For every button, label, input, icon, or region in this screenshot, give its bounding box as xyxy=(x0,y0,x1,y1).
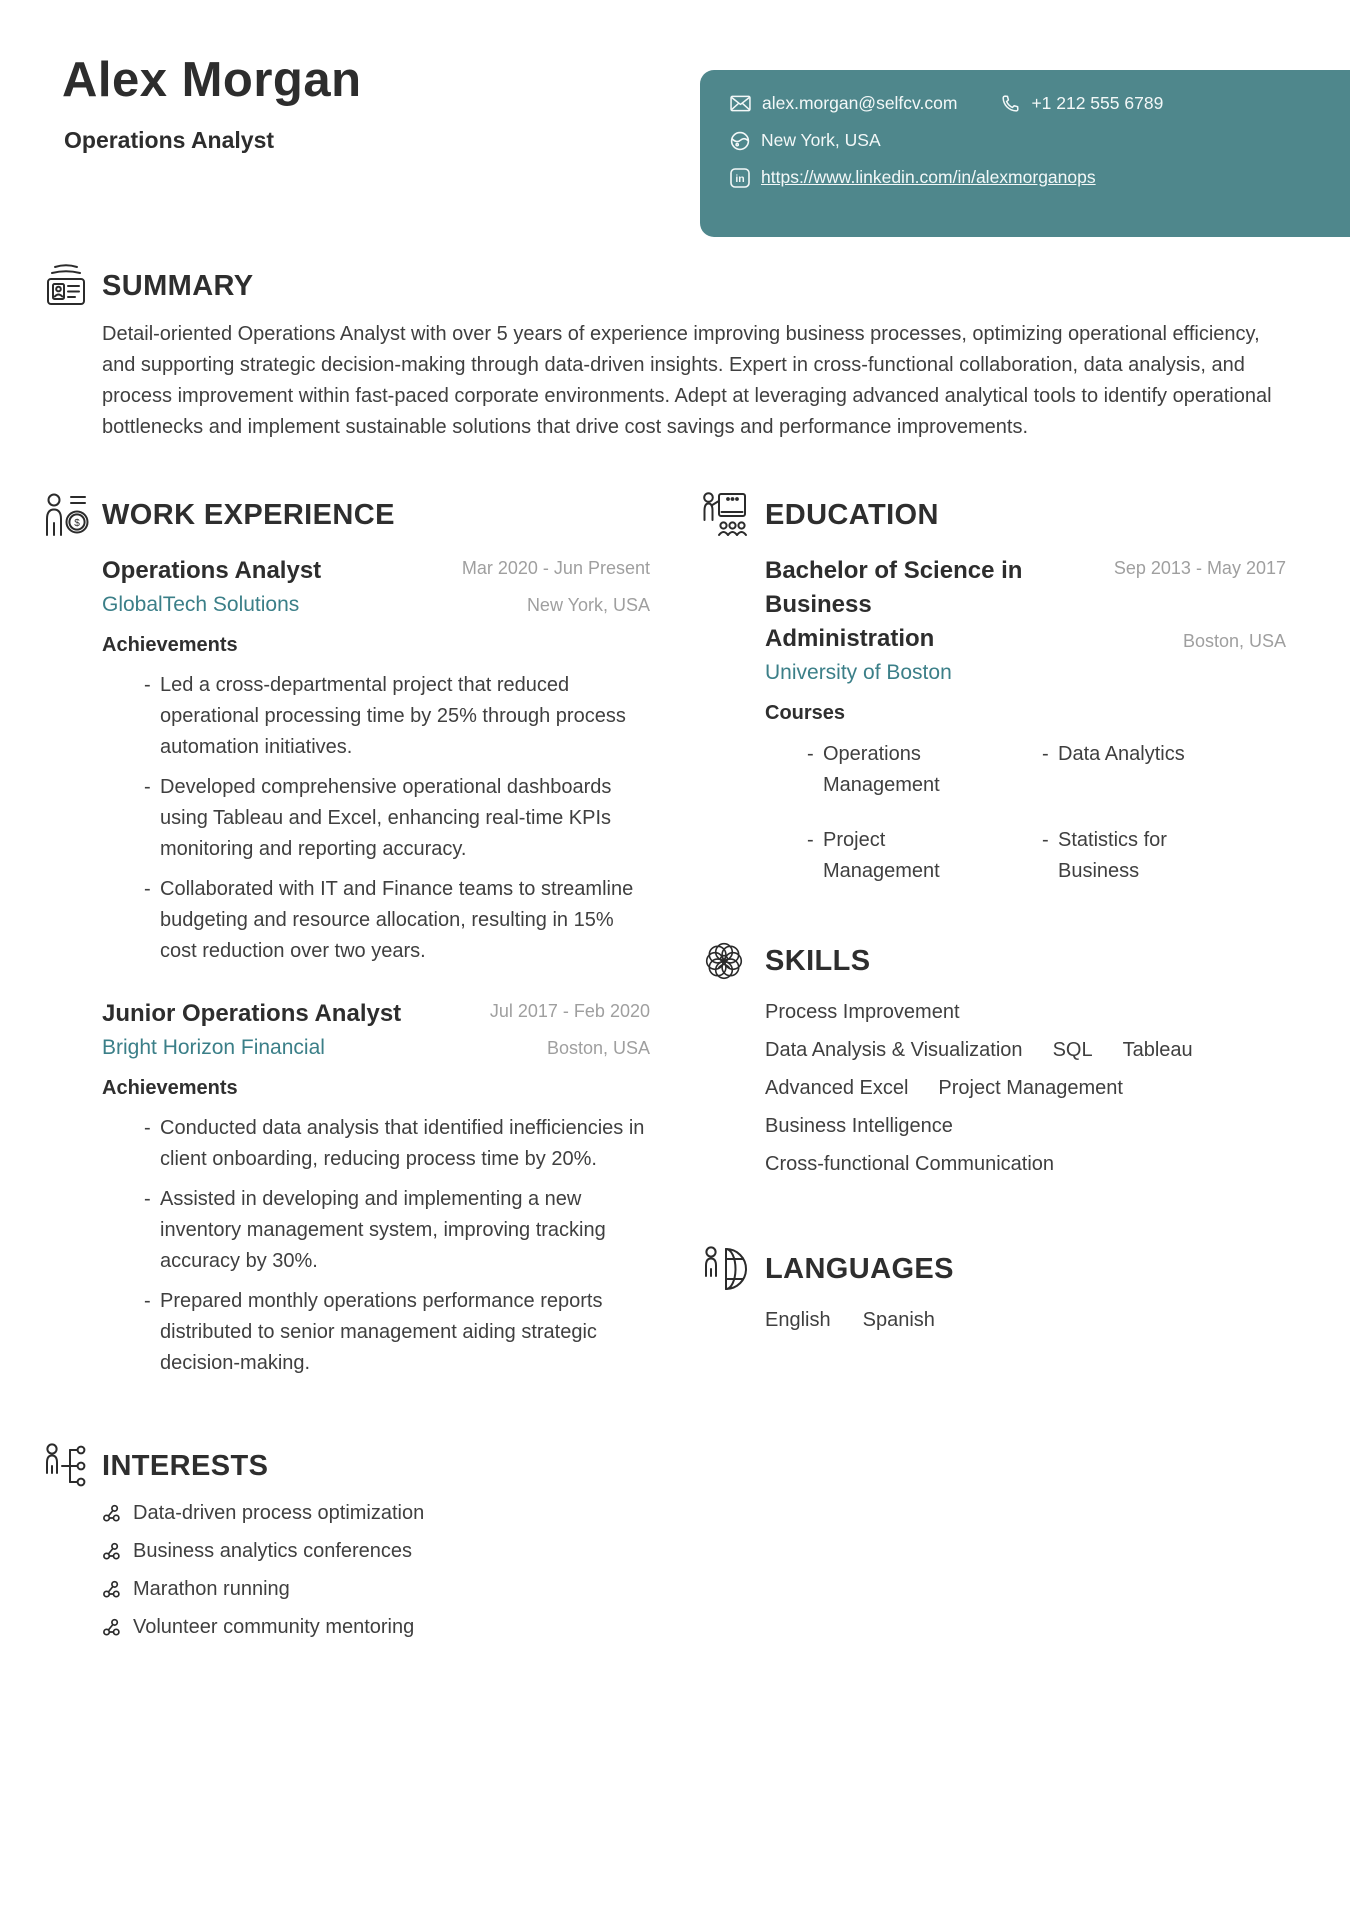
skills-heading: SKILLS xyxy=(765,945,871,977)
skill-row xyxy=(765,1035,1286,1065)
skills-icon xyxy=(698,933,765,1187)
contact-row-3 xyxy=(730,167,1330,188)
contact-email xyxy=(730,93,957,114)
summary-heading: SUMMARY xyxy=(102,270,254,302)
education-body xyxy=(765,487,1286,887)
achievement-item xyxy=(102,670,650,763)
section-summary xyxy=(40,258,1286,443)
skill-item: Data Analysis & Visualization xyxy=(765,1039,1023,1061)
skill-item: Advanced Excel xyxy=(765,1077,909,1099)
section-languages xyxy=(698,1241,1286,1332)
achievement-item xyxy=(102,772,650,865)
job-1-main xyxy=(102,554,321,617)
content xyxy=(0,258,1350,1654)
achievement-item xyxy=(102,1286,650,1379)
education-location: Boston, USA xyxy=(1182,631,1286,651)
achievement-text: - Collaborated with IT and Finance teams to streamline budgeting and resource allocation, resulting in 15% cost reduction over two years. xyxy=(160,878,634,962)
course-text: - Project Management xyxy=(823,829,940,882)
job-location: Boston, USA xyxy=(546,1038,650,1058)
header xyxy=(0,0,1350,237)
degree-name: Bachelor of Science in Business Administration xyxy=(765,557,1023,652)
company-name: GlobalTech Solutions xyxy=(102,593,300,616)
location-globe-icon xyxy=(730,131,750,151)
interests-body xyxy=(102,1438,650,1654)
interests-icon xyxy=(40,1438,102,1654)
skill-item: Project Management xyxy=(938,1077,1123,1099)
courses-grid xyxy=(765,739,1286,887)
contact-phone-text: +1 212 555 6789 xyxy=(1031,93,1164,113)
education-icon xyxy=(698,487,765,887)
job-2-meta xyxy=(490,997,650,1059)
contact-linkedin xyxy=(730,167,1096,188)
skills-body xyxy=(765,933,1286,1187)
language-item: Spanish xyxy=(862,1309,935,1331)
skill-item: Process Improvement xyxy=(765,1001,960,1023)
course-item xyxy=(1042,825,1286,887)
skill-rows xyxy=(765,997,1286,1179)
work-experience-icon xyxy=(40,487,102,1388)
job-entry-2 xyxy=(102,997,650,1379)
interest-text: Data-driven process optimization xyxy=(133,1502,425,1524)
course-item xyxy=(1042,739,1286,801)
education-head xyxy=(765,554,1286,685)
achievements-label: Achievements xyxy=(102,634,238,656)
job-entry-1 xyxy=(102,554,650,967)
achievement-item xyxy=(102,874,650,967)
interest-list xyxy=(102,1502,650,1639)
course-text: - Operations Management xyxy=(823,743,940,796)
work-experience-heading: WORK EXPERIENCE xyxy=(102,499,395,531)
job-1-head xyxy=(102,554,650,617)
contact-card xyxy=(700,70,1350,237)
summary-body xyxy=(102,258,1286,443)
achievement-text: - Led a cross-departmental project that reduced operational processing time by 25% through process automation initiatives. xyxy=(160,674,626,758)
linkedin-icon xyxy=(730,168,750,188)
job-title: Operations Analyst xyxy=(102,557,322,584)
summary-text: Detail-oriented Operations Analyst with over 5 years of experience improving business processes, optimizing operational efficiency, and supporting strategic decision-making through data-driven insights. Expert in cross-functional collaboration, data analysis, and process improvement within fast-paced corporate environments. Adept at leveraging advanced analytical tools to identify operational bottlenecks and implement sustainable solutions that drive cost savings and performance improvements. xyxy=(102,323,1272,438)
interest-item xyxy=(102,1540,650,1563)
interest-text: Volunteer community mentoring xyxy=(133,1616,415,1638)
job-title: Junior Operations Analyst xyxy=(102,1000,402,1027)
interest-item xyxy=(102,1578,650,1601)
language-list xyxy=(765,1309,1286,1332)
languages-body xyxy=(765,1241,1286,1332)
molecule-icon xyxy=(102,1618,121,1637)
columns xyxy=(40,487,1286,1654)
interests-heading: INTERESTS xyxy=(102,1450,269,1482)
contact-row-2 xyxy=(730,130,1330,151)
contact-phone xyxy=(1001,93,1163,114)
skill-row xyxy=(765,1149,1286,1179)
skill-item: Business Intelligence xyxy=(765,1115,953,1137)
section-education xyxy=(698,487,1286,887)
summary-icon xyxy=(40,258,102,443)
school-name: University of Boston xyxy=(765,661,952,684)
job-dates: Jul 2017 - Feb 2020 xyxy=(489,1001,650,1021)
contact-location xyxy=(730,130,881,151)
section-skills xyxy=(698,933,1286,1187)
achievement-item xyxy=(102,1184,650,1277)
phone-icon xyxy=(1001,94,1020,113)
achievements-list xyxy=(102,1113,650,1379)
column-left xyxy=(40,487,650,1654)
work-experience-body xyxy=(102,487,650,1388)
skill-item: Tableau xyxy=(1122,1039,1193,1061)
person-job-title: Operations Analyst xyxy=(64,127,275,153)
molecule-icon xyxy=(102,1504,121,1523)
section-interests xyxy=(40,1438,650,1654)
column-right xyxy=(698,487,1286,1654)
contact-email-text: alex.morgan@selfcv.com xyxy=(762,93,958,113)
achievement-text: - Conducted data analysis that identified inefficiencies in client onboarding, reducing process time by 20%. xyxy=(160,1117,645,1170)
contact-location-text: New York, USA xyxy=(761,130,881,150)
course-text: - Statistics for Business xyxy=(1058,829,1167,882)
skill-row xyxy=(765,1073,1286,1103)
molecule-icon xyxy=(102,1580,121,1599)
course-item xyxy=(807,739,1042,801)
achievements-list xyxy=(102,670,650,967)
education-meta xyxy=(1114,554,1286,652)
contact-row-1 xyxy=(730,93,1330,114)
skill-item: SQL xyxy=(1052,1039,1093,1061)
email-icon xyxy=(730,95,751,112)
svg-text:in: in xyxy=(735,172,745,185)
skill-row xyxy=(765,997,1286,1027)
languages-icon xyxy=(698,1241,765,1332)
skill-row xyxy=(765,1111,1286,1141)
interest-item xyxy=(102,1616,650,1639)
achievements-label: Achievements xyxy=(102,1077,238,1099)
education-dates: Sep 2013 - May 2017 xyxy=(1113,558,1286,578)
job-location: New York, USA xyxy=(526,595,650,615)
course-text: - Data Analytics xyxy=(1058,743,1185,765)
molecule-icon xyxy=(102,1542,121,1561)
achievement-item xyxy=(102,1113,650,1175)
person-name: Alex Morgan xyxy=(62,53,362,107)
section-work-experience xyxy=(40,487,650,1388)
interest-text: Business analytics conferences xyxy=(133,1540,413,1562)
job-dates: Mar 2020 - Jun Present xyxy=(461,558,650,578)
job-1-meta xyxy=(462,554,650,616)
linkedin-link[interactable]: https://www.linkedin.com/in/alexmorganops xyxy=(761,167,1096,187)
language-item: English xyxy=(765,1309,831,1331)
interest-text: Marathon running xyxy=(133,1578,290,1600)
interest-item xyxy=(102,1502,650,1525)
job-2-head xyxy=(102,997,650,1060)
company-name: Bright Horizon Financial xyxy=(102,1036,325,1059)
job-2-main xyxy=(102,997,401,1060)
education-main xyxy=(765,554,1045,685)
languages-heading: LANGUAGES xyxy=(765,1253,954,1285)
course-item xyxy=(807,825,1042,887)
achievement-text: - Developed comprehensive operational dashboards using Tableau and Excel, enhancing real-time KPIs monitoring and reporting accuracy. xyxy=(160,776,612,860)
achievement-text: - Prepared monthly operations performance reports distributed to senior management aiding strategic decision-making. xyxy=(160,1290,603,1374)
education-heading: EDUCATION xyxy=(765,499,939,531)
achievement-text: - Assisted in developing and implementing a new inventory management system, improving tracking accuracy by 30%. xyxy=(160,1188,606,1272)
courses-label: Courses xyxy=(765,702,846,724)
svg-text:$: $ xyxy=(74,518,80,529)
skill-item: Cross-functional Communication xyxy=(765,1153,1055,1175)
